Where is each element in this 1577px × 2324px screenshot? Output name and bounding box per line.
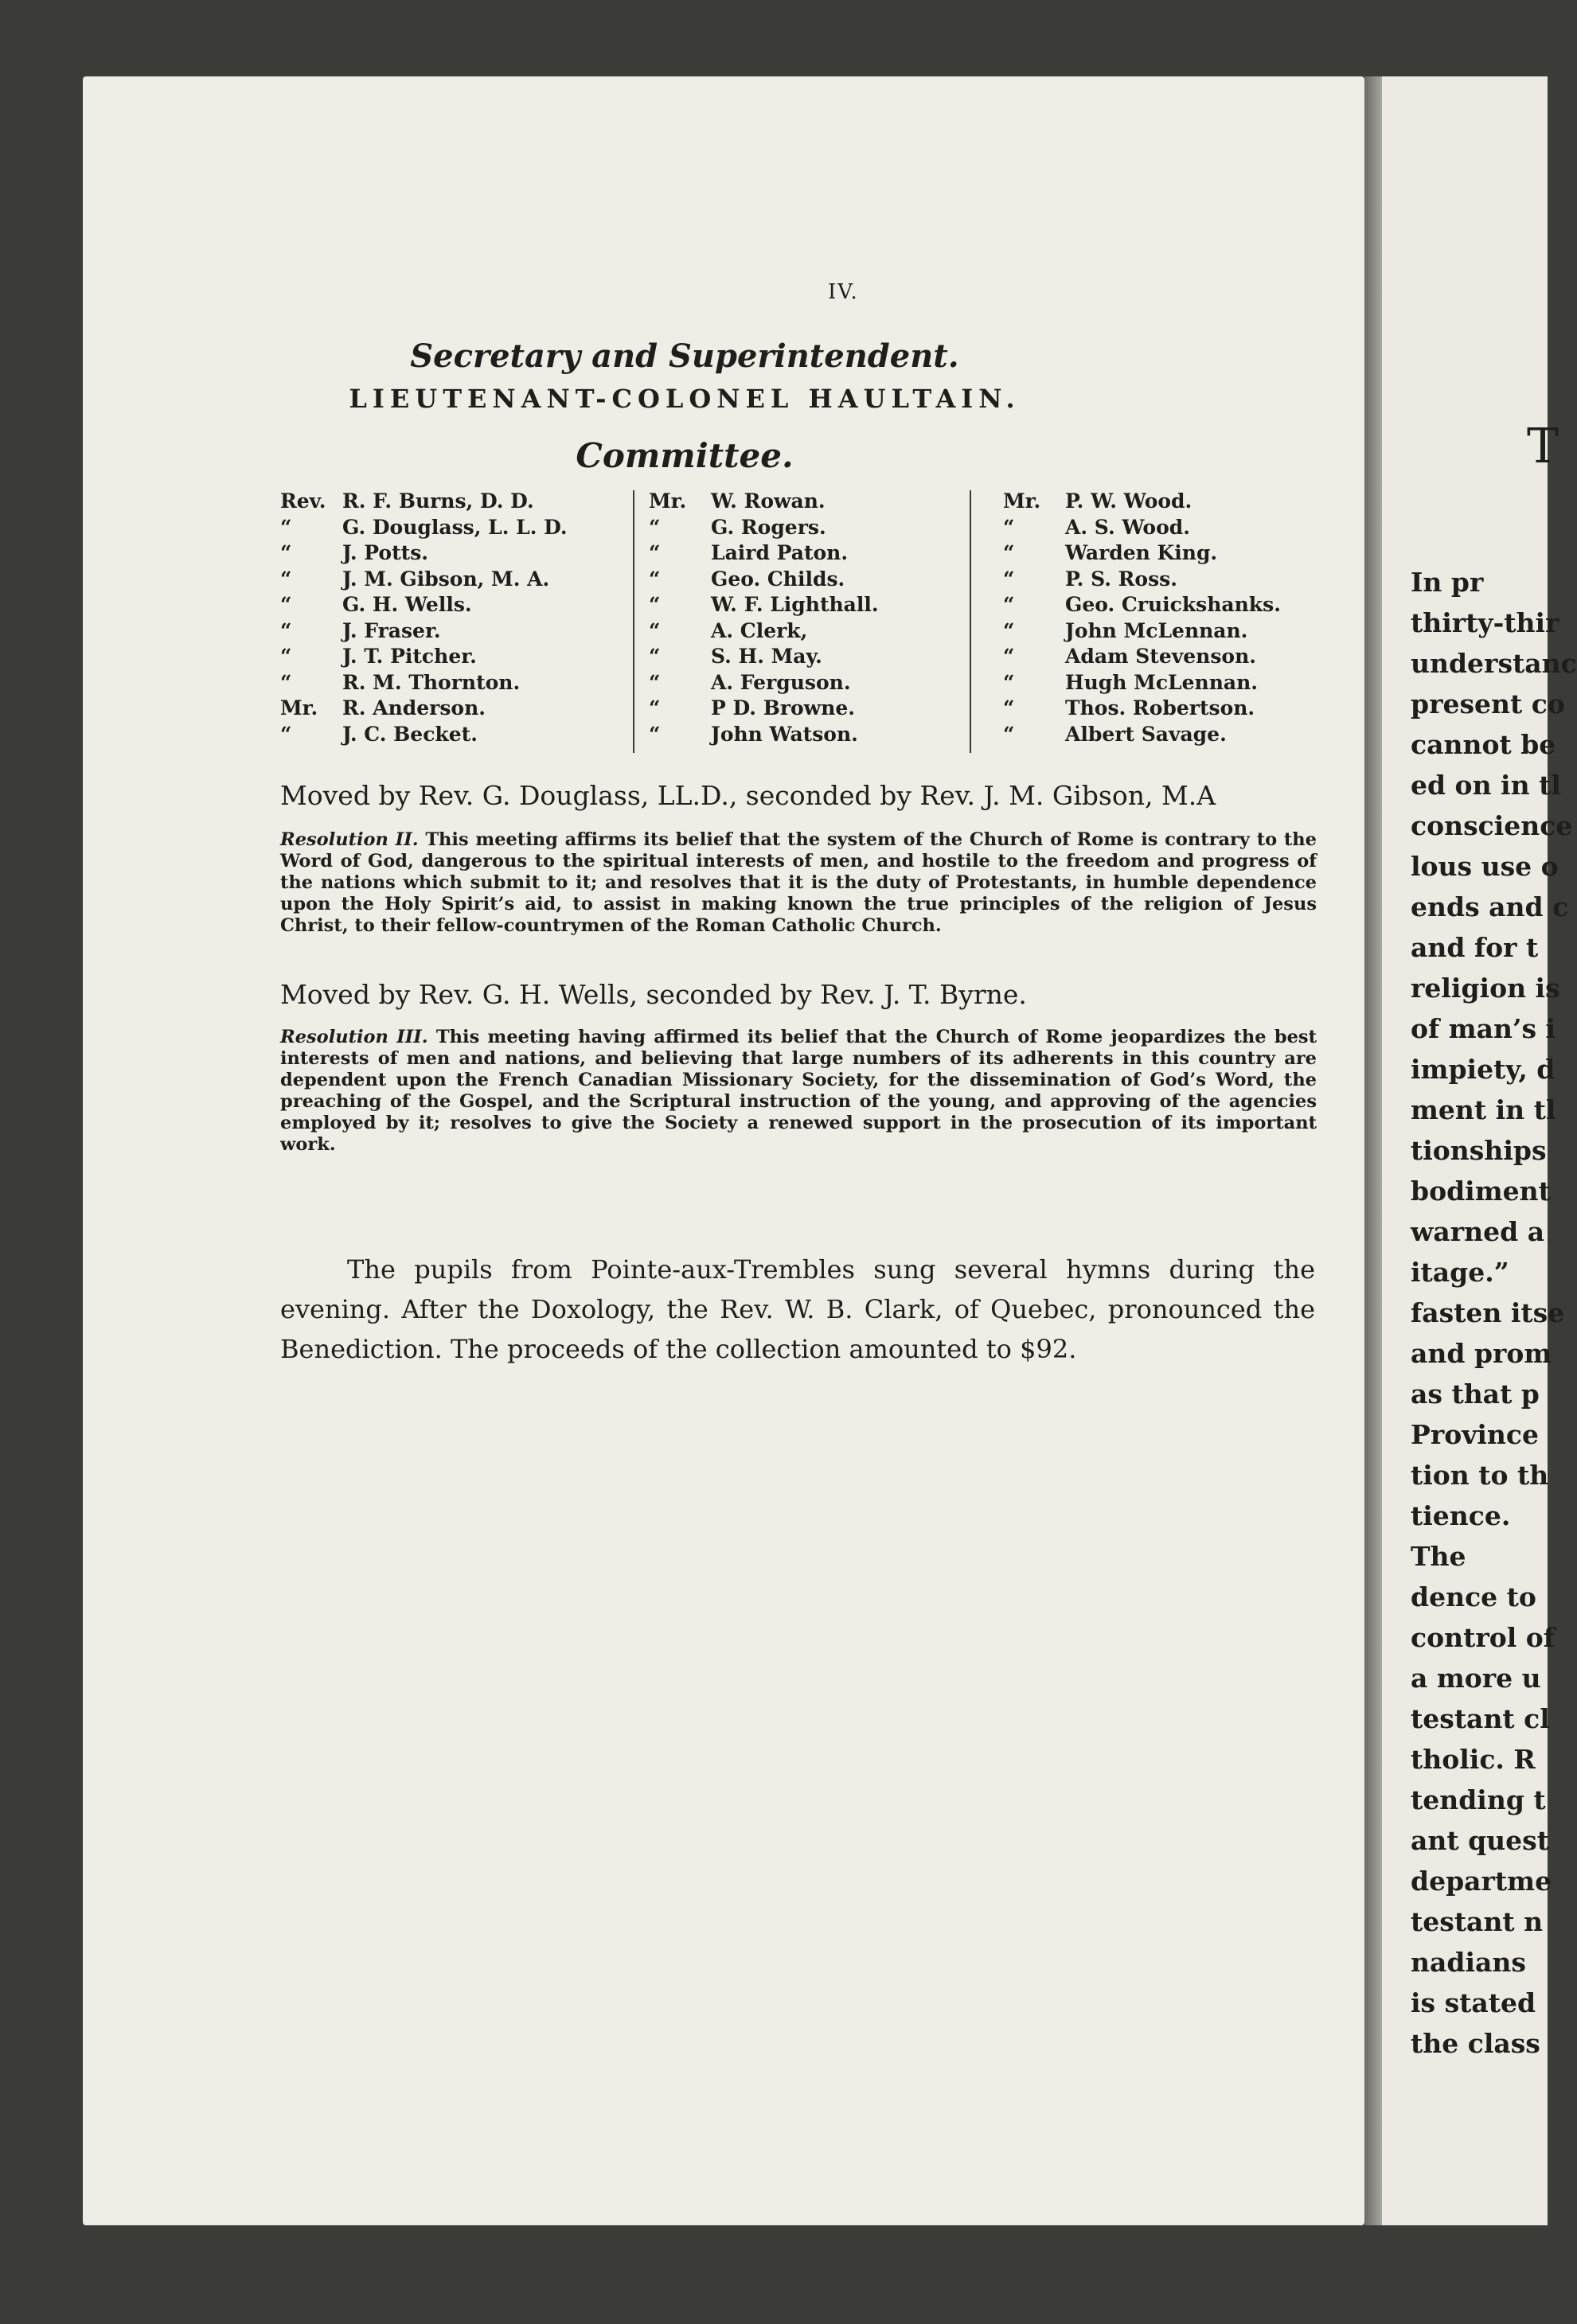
committee-member (649, 618, 951, 645)
member-prefix: “ (1003, 541, 1015, 564)
facing-page-line: nadians (1411, 1947, 1526, 1978)
committee-member (280, 618, 630, 645)
member-name: R. Anderson. (342, 696, 486, 719)
facing-page-line: In pr (1411, 567, 1484, 598)
committee-member (1003, 722, 1353, 748)
member-prefix: Mr. (280, 696, 318, 719)
column-divider (970, 490, 971, 753)
facing-page-heading: T (1527, 419, 1559, 474)
resolution-label: Resolution II. (280, 829, 419, 850)
facing-page-line: Province (1411, 1419, 1540, 1450)
committee-member (280, 540, 630, 567)
committee-member (1003, 696, 1353, 722)
facing-page-line: The (1411, 1541, 1466, 1572)
facing-page-line: departme (1411, 1866, 1552, 1897)
committee-title: Committee. (576, 436, 794, 475)
facing-page-line: tending t (1411, 1784, 1546, 1815)
secretary-name: LIEUTENANT-COLONEL HAULTAIN. (349, 384, 1021, 414)
facing-page-line: fasten itse (1411, 1297, 1565, 1328)
member-prefix: “ (1003, 696, 1015, 719)
member-name: Thos. Robertson. (1065, 696, 1255, 719)
facing-page-line: cannot be (1411, 729, 1556, 760)
motion-moved-by: Moved by Rev. G. Douglass, LL.D., seconded by Rev. J. M. Gibson, M.A (280, 780, 1216, 811)
facing-page-line: a more u (1411, 1663, 1541, 1694)
member-prefix: “ (649, 618, 661, 642)
closing-paragraph: The pupils from Pointe-aux-Trembles sung several hymns during the evening. After the Doxology, the Rev. W. B. Clark, of Quebec, pronounced the Benediction. The proceeds of the collection amounted to $92. (280, 1254, 1315, 1364)
member-prefix: “ (280, 515, 292, 539)
member-name: R. F. Burns, D. D. (342, 489, 534, 513)
member-prefix: “ (280, 722, 292, 746)
member-prefix: “ (1003, 515, 1015, 539)
member-prefix: Mr. (649, 489, 687, 513)
member-name: Geo. Childs. (711, 567, 845, 591)
committee-member (1003, 540, 1353, 567)
committee-member (649, 722, 951, 748)
committee-member (280, 489, 630, 515)
committee-member (1003, 567, 1353, 593)
motion-moved-by: Moved by Rev. G. H. Wells, seconded by Rev. J. T. Byrne. (280, 979, 1027, 1010)
member-prefix: “ (1003, 593, 1015, 616)
member-name: J. Potts. (342, 541, 428, 564)
member-prefix: Rev. (280, 489, 326, 513)
committee-member (1003, 618, 1353, 645)
committee-member (1003, 644, 1353, 670)
member-name: W. Rowan. (711, 489, 826, 513)
facing-page-line: ed on in tl (1411, 770, 1561, 801)
member-prefix: “ (649, 696, 661, 719)
member-prefix: “ (280, 567, 292, 591)
facing-page-line: impiety, d (1411, 1054, 1556, 1085)
facing-page-line: and for t (1411, 932, 1539, 963)
committee-member (280, 567, 630, 593)
member-name: J. T. Pitcher. (342, 645, 477, 668)
member-prefix: “ (280, 593, 292, 616)
committee-member (1003, 489, 1353, 515)
facing-page-line: the class (1411, 2028, 1540, 2059)
member-name: A. S. Wood. (1065, 515, 1190, 539)
facing-page-line: testant cl (1411, 1703, 1550, 1734)
facing-page-line: warned a (1411, 1216, 1545, 1247)
member-name: G. Rogers. (711, 515, 826, 539)
facing-page-line: ends and c (1411, 891, 1569, 922)
committee-member (280, 644, 630, 670)
secretary-title: Secretary and Superintendent. (410, 337, 959, 375)
member-name: Albert Savage. (1065, 722, 1227, 746)
facing-page-line: religion is (1411, 973, 1560, 1004)
facing-page-line: and prom (1411, 1338, 1552, 1369)
member-prefix: “ (1003, 670, 1015, 694)
member-prefix: “ (649, 645, 661, 668)
committee-member (1003, 592, 1353, 618)
member-name: J. Fraser. (342, 618, 441, 642)
member-name: W. F. Lighthall. (711, 593, 879, 616)
facing-page-line: understanc (1411, 648, 1577, 679)
committee-member (280, 722, 630, 748)
facing-page-line: tience. (1411, 1500, 1511, 1531)
facing-page-text (1411, 562, 1577, 2064)
facing-page-line: ant quest (1411, 1825, 1549, 1856)
member-prefix: “ (280, 670, 292, 694)
facing-page-line: of man’s i (1411, 1013, 1556, 1044)
resolution-paragraph (280, 1027, 1317, 1156)
committee-member (280, 592, 630, 618)
committee-column-1 (280, 489, 630, 755)
member-prefix: “ (280, 541, 292, 564)
member-name: G. Douglass, L. L. D. (342, 515, 568, 539)
column-divider (633, 490, 634, 753)
facing-page-line: conscience (1411, 810, 1573, 841)
committee-column-3 (1003, 489, 1353, 755)
committee-member (280, 696, 630, 722)
member-name: G. H. Wells. (342, 593, 472, 616)
committee-member (649, 592, 951, 618)
committee-member (1003, 515, 1353, 541)
facing-page-line: tionships (1411, 1135, 1547, 1166)
member-name: A. Ferguson. (711, 670, 851, 694)
member-prefix: “ (649, 722, 661, 746)
facing-page-line: present co (1411, 688, 1565, 719)
member-prefix: “ (1003, 722, 1015, 746)
member-prefix: Mr. (1003, 489, 1041, 513)
member-prefix: “ (649, 541, 661, 564)
resolution-text: This meeting affirms its belief that the system of the Church of Rome is contrary to the Word of God, dangerous to the spiritual interests of men, and hostile to the freedom and progress of the nations which submit to it; and resolves that it is the duty of Protestants, in humble dependence upon the Holy Spirit’s aid, to assist in making known the true principles of the religion of Jesus Christ, to their fellow-countrymen of the Roman Catholic Church. (280, 829, 1317, 936)
member-name: J. C. Becket. (342, 722, 478, 746)
member-prefix: “ (280, 618, 292, 642)
committee-member (649, 696, 951, 722)
facing-page-line: lous use o (1411, 851, 1559, 882)
member-name: John Watson. (711, 722, 858, 746)
member-name: A. Clerk, (711, 618, 808, 642)
facing-page-line: tholic. R (1411, 1744, 1536, 1775)
member-name: J. M. Gibson, M. A. (342, 567, 550, 591)
committee-member (649, 515, 951, 541)
book-gutter (1364, 76, 1382, 2225)
member-prefix: “ (649, 515, 661, 539)
member-name: P D. Browne. (711, 696, 855, 719)
member-prefix: “ (1003, 645, 1015, 668)
member-prefix: “ (649, 593, 661, 616)
facing-page-line: testant n (1411, 1906, 1544, 1937)
member-name: Geo. Cruickshanks. (1065, 593, 1281, 616)
member-name: P. W. Wood. (1065, 489, 1193, 513)
facing-page-line: as that p (1411, 1378, 1540, 1410)
facing-page-line: bodiment (1411, 1176, 1551, 1207)
member-name: R. M. Thornton. (342, 670, 521, 694)
committee-member (1003, 670, 1353, 696)
facing-page-line: itage.” (1411, 1257, 1509, 1288)
resolution-paragraph (280, 829, 1317, 937)
facing-page (1382, 76, 1577, 2225)
member-prefix: “ (649, 670, 661, 694)
facing-page-line: tion to th (1411, 1460, 1549, 1491)
member-name: John McLennan. (1065, 618, 1248, 642)
committee-member (649, 644, 951, 670)
committee-member (280, 670, 630, 696)
member-name: S. H. May. (711, 645, 822, 668)
committee-member (649, 540, 951, 567)
member-prefix: “ (649, 567, 661, 591)
committee-member (649, 567, 951, 593)
resolution-label: Resolution III. (280, 1027, 428, 1047)
member-name: Laird Paton. (711, 541, 849, 564)
member-name: Warden King. (1065, 541, 1218, 564)
committee-member (649, 670, 951, 696)
facing-page-line: control of (1411, 1622, 1555, 1653)
facing-page-line: dence to (1411, 1581, 1536, 1612)
resolution-text: This meeting having affirmed its belief that the Church of Rome jeopardizes the best interests of men and nations, and believing that large numbers of its adherents in this country are dependent upon the French Canadian Missionary Society, for the dissemination of God’s Word, the preaching of the Gospel, and the Scriptural instruction of the young, and approving of the agencies employed by it; resolves to give the Society a renewed support in the prosecution of its important work. (280, 1027, 1317, 1155)
committee-member (649, 489, 951, 515)
page-number: IV. (828, 280, 859, 304)
committee-member (280, 515, 630, 541)
member-name: Hugh McLennan. (1065, 670, 1258, 694)
facing-page-line: is stated (1411, 1987, 1536, 2018)
member-prefix: “ (1003, 567, 1015, 591)
facing-page-line: ment in tl (1411, 1094, 1556, 1125)
member-name: P. S. Ross. (1065, 567, 1177, 591)
member-name: Adam Stevenson. (1065, 645, 1256, 668)
committee-column-2 (649, 489, 951, 755)
member-prefix: “ (280, 645, 292, 668)
member-prefix: “ (1003, 618, 1015, 642)
facing-page-line: thirty-thir (1411, 607, 1559, 638)
